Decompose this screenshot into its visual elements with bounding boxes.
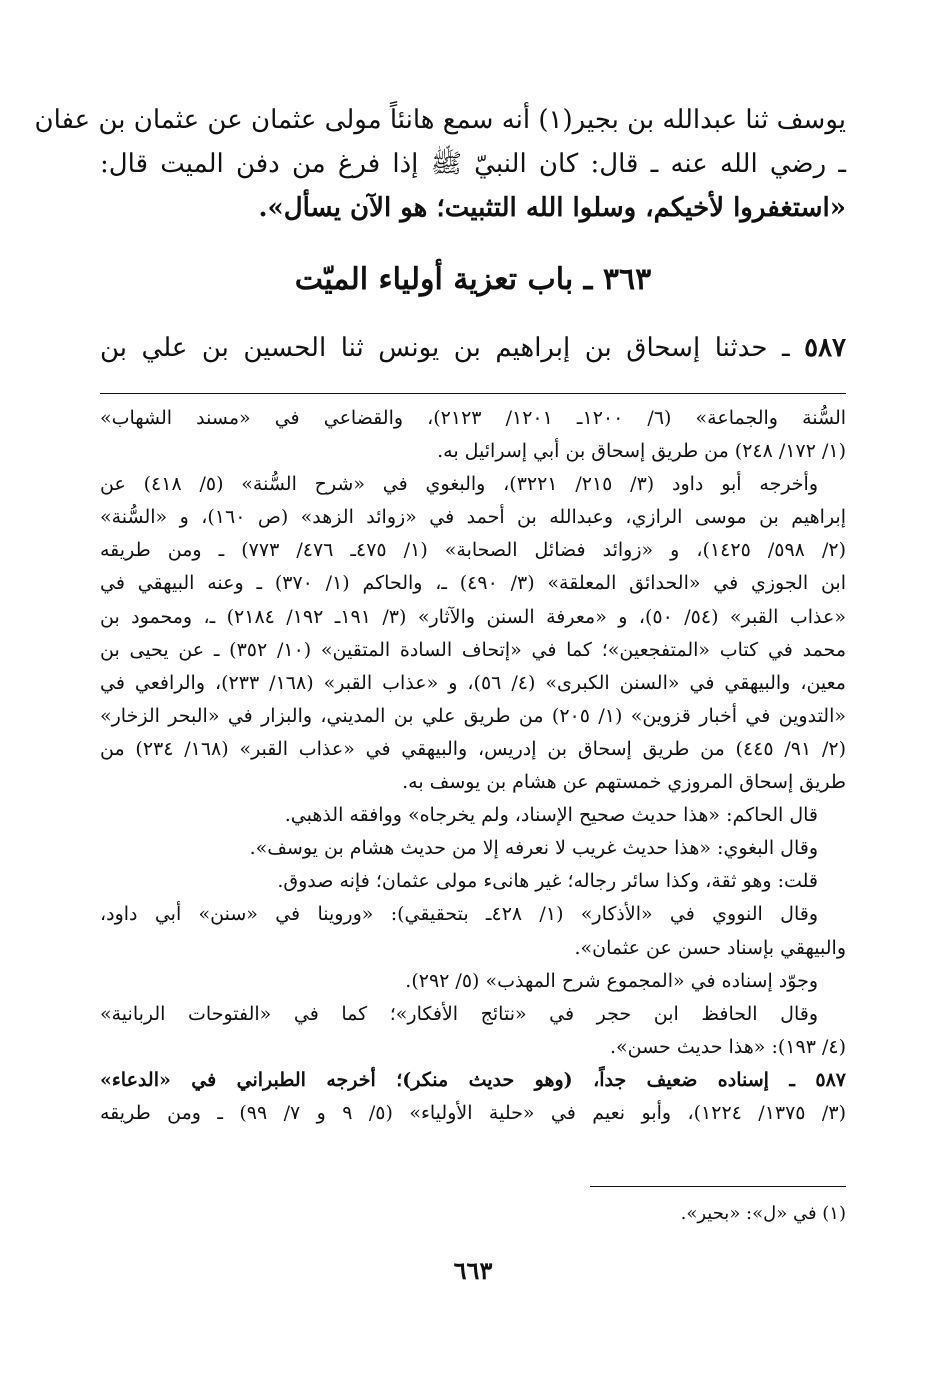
note-line: والبيهقي بإسناد حسن عن عثمان». [574, 936, 846, 959]
footnote: (١) في «ل»: «بحير». [680, 1203, 846, 1224]
note-line: (١/ ١٧٢/ ٢٤٨) من طريق إسحاق بن أبي إسرائيل به. [437, 440, 846, 463]
note-line: (٤/ ١٩٣): «هذا حديث حسن». [609, 1035, 846, 1058]
note-line: وقال البغوي: «هذا حديث غريب لا نعرفه إلا من حديث هشام بن يوسف». [249, 837, 818, 860]
main-text-line-1: يوسف ثنا عبدالله بن بجير(١) أنه سمع هانئاً مولى عثمان عن عثمان بن عفان [34, 105, 846, 135]
hadith-587-line [100, 326, 846, 370]
commentary-block [100, 402, 846, 1130]
note-line: ٥٨٧ ـ إسناده ضعيف جداً، (وهو حديث منكر)؛ أخرجه الطبراني في «الدعاء» [100, 1068, 846, 1091]
note-line: (٢/ ٥٩٨/ ١٤٢٥)، و «زوائد فضائل الصحابة» (١/ ٤٧٥ـ ٤٧٦/ ٧٧٣) ـ ومن طريقه [100, 539, 846, 562]
note-line: وأخرجه أبو داود (٣/ ٢١٥/ ٣٢٢١)، والبغوي في «شرح السُّنة» (٥/ ٤١٨) عن [100, 473, 818, 496]
note-line: قلت: وهو ثقة، وكذا سائر رجاله؛ غير هانىء مولى عثمان؛ فإنه صدوق. [277, 870, 818, 893]
note-line: وجوّد إسناده في «المجموع شرح المهذب» (٥/ ٢٩٢). [405, 969, 818, 992]
note-line: «التدوين في أخبار قزوين» (١/ ٢٠٥) من طريق علي بن المديني، والبزار في «البحر الزخار» [100, 704, 847, 727]
prophet-quote: «استغفروا لأخيكم، وسلوا الله التثبيت؛ هو الآن يسأل». [258, 193, 846, 223]
main-text-line-2: ـ رضي الله عنه ـ قال: كان النبيّ ﷺ إذا فرغ من دفن الميت قال: [100, 149, 846, 179]
note-line: ابن الجوزي في «الحدائق المعلقة» (٣/ ٤٩٠) ـ، والحاكم (١/ ٣٧٠) ـ وعنه البيهقي في [100, 572, 846, 595]
main-text-block [34, 98, 846, 230]
note-line: قال الحاكم: «هذا حديث صحيح الإسناد، ولم يخرجاه» ووافقه الذهبي. [284, 804, 818, 827]
note-line: طريق إسحاق المروزي خمستهم عن هشام بن يوسف به. [402, 771, 846, 794]
hadith-587-text: ـ حدثنا إسحاق بن إبراهيم بن يونس ثنا الحسين بن علي بن [100, 333, 790, 363]
note-line: محمد في كتاب «المتفجعين»؛ كما في «إتحاف السادة المتقين» (١٠/ ٣٥٢) ـ عن يحيى بن [100, 638, 846, 661]
hadith-587-block [100, 326, 846, 370]
chapter-heading: ٣٦٣ ـ باب تعزية أولياء الميّت [294, 262, 652, 297]
note-line: معين، والبيهقي في «السنن الكبرى» (٤/ ٥٦)، و «عذاب القبر» (١٦٨/ ٢٣٣)، والرافعي في [100, 671, 846, 694]
note-line: (٣/ ١٣٧٥/ ١٢٢٤)، وأبو نعيم في «حلية الأولياء» (٥/ ٩ و ٧/ ٩٩) ـ ومن طريقه [100, 1101, 846, 1124]
note-line: وقال النووي في «الأذكار» (١/ ٤٢٨ـ بتحقيقي): «وروينا في «سنن» أبي داود، [100, 903, 818, 926]
note-line: وقال الحافظ ابن حجر في «نتائج الأفكار»؛ كما في «الفتوحات الربانية» [100, 1002, 818, 1025]
main-divider-rule [100, 393, 846, 394]
hadith-number: ٥٨٧ [804, 333, 847, 363]
note-line: (٢/ ٩١/ ٤٤٥) من طريق إسحاق بن إدريس، والبيهقي في «عذاب القبر» (١٦٨/ ٢٣٤) من [100, 737, 846, 760]
note-line: السُّنة والجماعة» (٦/ ١٢٠٠ـ ١٢٠١/ ٢١٢٣)، والقضاعي في «مسند الشهاب» [100, 407, 847, 429]
page-number: ٦٦٣ [453, 1256, 493, 1285]
footnote-rule [590, 1186, 846, 1187]
note-line: «عذاب القبر» (٥٤/ ٥٠)، و «معرفة السنن والآثار» (٣/ ١٩١ـ ١٩٢/ ٢١٨٤) ـ، ومحمود بن [100, 605, 846, 628]
note-line: إبراهيم بن موسى الرازي، وعبدالله بن أحمد في «زوائد الزهد» (ص ١٦٠)، و «السُّنة» [100, 506, 846, 529]
